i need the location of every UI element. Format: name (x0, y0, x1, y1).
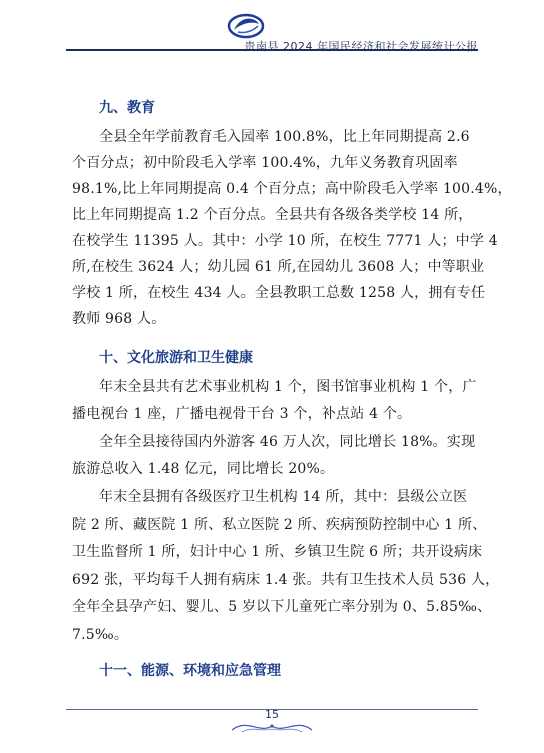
paragraph-line: 个百分点；初中阶段毛入学率 100.4%，九年义务教育巩固率 (72, 155, 458, 171)
section-heading-energy-environment: 十一、能源、环境和应急管理 (99, 663, 281, 679)
paragraph-line: 全年全县接待国内外游客 46 万人次，同比增长 18%。实现 (99, 434, 476, 450)
paragraph-line: 卫生监督所 1 所，妇计中心 1 所、乡镇卫生院 6 所；共开设病床 (72, 544, 483, 560)
paragraph-line: 教师 968 人。 (72, 311, 166, 327)
paragraph-line: 全年全县孕产妇、婴儿、5 岁以下儿童死亡率分别为 0、5.85‰、 (72, 599, 492, 615)
paragraph-line: 年末全县拥有各级医疗卫生机构 14 所，其中：县级公立医 (99, 489, 468, 505)
paragraph-line: 在校学生 11395 人。其中：小学 10 所，在校生 7771 人；中学 4 (72, 233, 498, 249)
paragraph-line: 全县全年学前教育毛入园率 100.8%，比上年同期提高 2.6 (99, 129, 470, 145)
paragraph-line: 学校 1 所，在校生 434 人。全县教职工总数 1258 人，拥有专任 (72, 285, 486, 301)
header-rule (66, 49, 478, 51)
paragraph-line: 所,在校生 3624 人；幼儿园 61 所,在园幼儿 3608 人；中等职业 (72, 259, 485, 275)
page-number: 15 (265, 708, 279, 721)
section-heading-culture-health: 十、文化旅游和卫生健康 (99, 350, 253, 366)
paragraph-line: 旅游总收入 1.48 亿元，同比增长 20%。 (72, 461, 335, 477)
paragraph-line: 播电视台 1 座，广播电视骨干台 3 个，补点站 4 个。 (72, 406, 412, 422)
paragraph-line: 比上年同期提高 1.2 个百分点。全县共有各级各类学校 14 所， (72, 207, 473, 223)
paragraph-line: 692 张，平均每千人拥有病床 1.4 张。共有卫生技术人员 536 人， (72, 572, 500, 588)
header-title: 贵南县 2024 年国民经济和社会发展统计公报 (244, 40, 478, 53)
paragraph-line: 院 2 所、藏医院 1 所、私立医院 2 所、疾病预防控制中心 1 所、 (72, 517, 487, 533)
paragraph-line: 年末全县共有艺术事业机构 1 个，图书馆事业机构 1 个，广 (99, 379, 477, 395)
swirl-logo-icon (226, 12, 266, 40)
floral-ornament-icon (222, 716, 322, 736)
paragraph-line: 7.5‰。 (72, 627, 129, 643)
paragraph-line: 98.1%,比上年同期提高 0.4 个百分点；高中阶段毛入学率 100.4%， (72, 181, 512, 197)
page-header (66, 10, 478, 52)
section-heading-education: 九、教育 (99, 100, 155, 116)
